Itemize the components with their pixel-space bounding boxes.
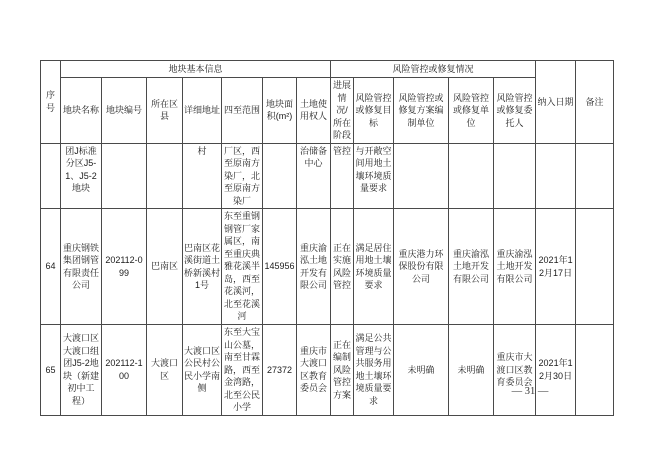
cell-boundaries: 东至大宝山公墓，南至甘霖路，西至金湾路，北至公民小学: [222, 325, 263, 416]
header-cell-name: 地块名称: [61, 78, 102, 144]
header-cell-area: 地块面积(m²): [263, 78, 297, 144]
cell-progress: 正在实施风险管控: [331, 209, 354, 325]
cell-serial: [41, 143, 61, 209]
land-parcel-table: [40, 60, 614, 416]
header-cell-remark: 备注: [576, 61, 614, 144]
header-cell-control-unit: 风险管控或修复单位: [449, 78, 494, 144]
cell-remark: [576, 325, 614, 416]
cell-serial: 64: [41, 209, 61, 325]
header-cell-progress: 进展情况/所在阶段: [331, 78, 354, 144]
header-cell-date: 纳入日期: [536, 61, 576, 144]
cell-remark: [576, 209, 614, 325]
cell-code: 202112-100: [102, 325, 147, 416]
cell-area: [263, 143, 297, 209]
cell-client: 重庆市大渡口区教育委员会: [494, 325, 536, 416]
header-cell-plan-unit: 风险管控或修复方案编制单位: [394, 78, 449, 144]
page-number: — 31 —: [511, 386, 549, 397]
header-group-basic-info: 地块基本信息: [61, 61, 331, 78]
cell-land-user: 治储备中心: [297, 143, 331, 209]
header-cell-serial: 序号: [41, 61, 61, 144]
cell-code: 202112-099: [102, 209, 147, 325]
cell-progress: 正在编制风险管控方案: [331, 325, 354, 416]
cell-target: 满足公共管理与公共服务用地土壤环境质量要求: [354, 325, 394, 416]
cell-land-user: 重庆市大渡口区教育委员会: [297, 325, 331, 416]
cell-area: 145956: [263, 209, 297, 325]
cell-control-unit: [449, 143, 494, 209]
cell-date: [536, 143, 576, 209]
cell-client: [494, 143, 536, 209]
header-row-groups: [41, 61, 614, 78]
cell-land-user: 重庆渝泓土地开发有限公司: [297, 209, 331, 325]
cell-boundaries: 东至重钢钢管厂家属区，南至重庆典雅花溪半岛，西至花溪河，北至花溪河: [222, 209, 263, 325]
cell-name: 团J标准分区J5-1、J5-2地块: [61, 143, 102, 209]
header-group-risk-control: 风险管控或修复情况: [331, 61, 536, 78]
header-cell-address: 详细地址: [183, 78, 222, 144]
header-row-columns: [41, 78, 614, 144]
header-cell-district: 所在区县: [147, 78, 183, 144]
table-header: [41, 61, 614, 144]
cell-district: 巴南区: [147, 209, 183, 325]
header-cell-boundaries: 四至范围: [222, 78, 263, 144]
cell-area: 27372: [263, 325, 297, 416]
cell-name: 大渡口区大渡口组团J5-2地块（新建初中工程）: [61, 325, 102, 416]
cell-target: 与开敞空间用地土壤环境质量要求: [354, 143, 394, 209]
cell-name: 重庆钢铁集团钢管有限责任公司: [61, 209, 102, 325]
cell-district: 大渡口区: [147, 325, 183, 416]
cell-target: 满足居住用地土壤环境质量要求: [354, 209, 394, 325]
table-row-continued: [41, 143, 614, 209]
cell-remark: [576, 143, 614, 209]
cell-code: [102, 143, 147, 209]
cell-date: 2021年12月17日: [536, 209, 576, 325]
cell-address: 大渡口区公民村公民小学南侧: [183, 325, 222, 416]
cell-serial: 65: [41, 325, 61, 416]
cell-district: [147, 143, 183, 209]
cell-address: 村: [183, 143, 222, 209]
table-body: [41, 143, 614, 415]
cell-date: 2021年12月30日: [536, 325, 576, 416]
cell-client: 重庆渝泓土地开发有限公司: [494, 209, 536, 325]
cell-progress: 管控: [331, 143, 354, 209]
cell-control-unit: 未明确: [449, 325, 494, 416]
cell-plan-unit: [394, 143, 449, 209]
header-cell-target: 风险管控或修复目标: [354, 78, 394, 144]
header-cell-client: 风险管控或修复委托人: [494, 78, 536, 144]
header-cell-land-user: 土地使用权人: [297, 78, 331, 144]
cell-control-unit: 重庆渝泓土地开发有限公司: [449, 209, 494, 325]
cell-boundaries: 厂区，西至原南方染厂，北至原南方染厂: [222, 143, 263, 209]
header-cell-code: 地块编号: [102, 78, 147, 144]
table-row-65: [41, 325, 614, 416]
cell-address: 巴南区花溪街道土桥新溪村1号: [183, 209, 222, 325]
table-row-64: [41, 209, 614, 325]
cell-plan-unit: 未明确: [394, 325, 449, 416]
cell-plan-unit: 重庆港力环保股份有限公司: [394, 209, 449, 325]
